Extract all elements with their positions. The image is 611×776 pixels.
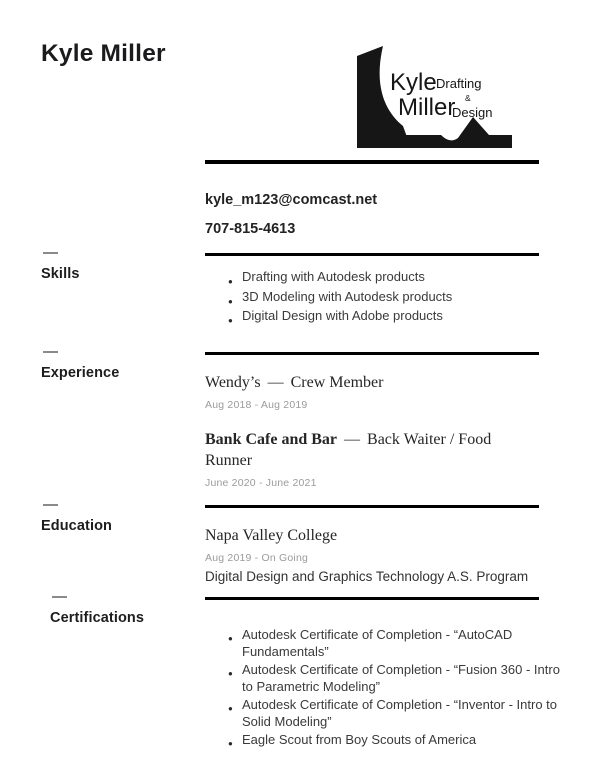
education-content — [205, 505, 539, 588]
certifications-label: Certifications — [50, 609, 145, 626]
resume-body — [0, 148, 611, 748]
section-dash — [43, 252, 58, 254]
certifications-side — [41, 597, 205, 749]
contact-content — [205, 160, 539, 244]
contact-phone: 707-815-4613 — [205, 221, 296, 237]
section-dash — [52, 596, 67, 598]
education-label: Education — [41, 517, 112, 534]
section-skills — [0, 253, 611, 326]
title-separator: — — [267, 373, 284, 391]
logo-first-name-text: Kyle — [390, 69, 437, 96]
logo-ampersand-text: & — [465, 93, 471, 103]
experience-entry — [205, 429, 539, 490]
experience-entry — [205, 372, 539, 412]
education-school: Napa Valley College — [205, 526, 338, 544]
certification-item: ● Autodesk Certificate of Completion - “Inventor - Intro to Solid Modeling” — [228, 696, 560, 731]
job-role: Crew Member — [290, 373, 384, 391]
section-education — [0, 505, 611, 588]
job-title — [205, 372, 539, 393]
skills-side — [41, 253, 205, 326]
skills-item: ● Drafting with Autodesk products — [228, 267, 539, 287]
certification-item: ● Autodesk Certificate of Completion - “Fusion 360 - Intro to Parametric Modeling” — [228, 661, 560, 696]
certification-item: ● Eagle Scout from Boy Scouts of America — [228, 731, 560, 749]
company-name: Wendy’s — [205, 373, 261, 391]
resume-name: Kyle Miller — [41, 40, 166, 67]
experience-content — [205, 352, 539, 490]
job-title — [205, 429, 539, 471]
title-separator: — — [344, 430, 361, 448]
certification-item: ● Autodesk Certificate of Completion - “AutoCAD Fundamentals” — [228, 626, 560, 661]
skills-content — [205, 253, 539, 326]
section-dash — [43, 351, 58, 353]
experience-label: Experience — [41, 364, 120, 381]
company-logo — [357, 40, 512, 148]
section-dash — [43, 504, 58, 506]
job-role: Back Waiter / Food Runner — [205, 430, 492, 469]
job-dates: June 2020 - June 2021 — [205, 476, 317, 489]
section-contact — [0, 160, 611, 244]
skills-item: ● Digital Design with Adobe products — [228, 306, 539, 326]
education-side — [41, 505, 205, 588]
section-certifications — [0, 597, 611, 749]
job-dates: Aug 2018 - Aug 2019 — [205, 398, 308, 411]
company-name: Bank Cafe and Bar — [205, 430, 338, 448]
education-program: Digital Design and Graphics Technology A.S. Program — [205, 568, 529, 584]
logo-design-text: Design — [452, 105, 493, 120]
skills-list — [205, 267, 539, 326]
contact-side-spacer — [41, 160, 205, 244]
experience-side — [41, 352, 205, 490]
skills-item: ● 3D Modeling with Autodesk products — [228, 287, 539, 307]
education-dates: Aug 2019 - On Going — [205, 551, 309, 564]
certifications-list — [205, 626, 560, 749]
certifications-content — [205, 597, 560, 749]
logo-last-name-text: Miller — [398, 94, 456, 121]
contact-email: kyle_m123@comcast.net — [205, 192, 378, 208]
skills-label: Skills — [41, 266, 80, 282]
section-experience — [0, 352, 611, 490]
logo-drafting-text: Drafting — [436, 76, 482, 91]
